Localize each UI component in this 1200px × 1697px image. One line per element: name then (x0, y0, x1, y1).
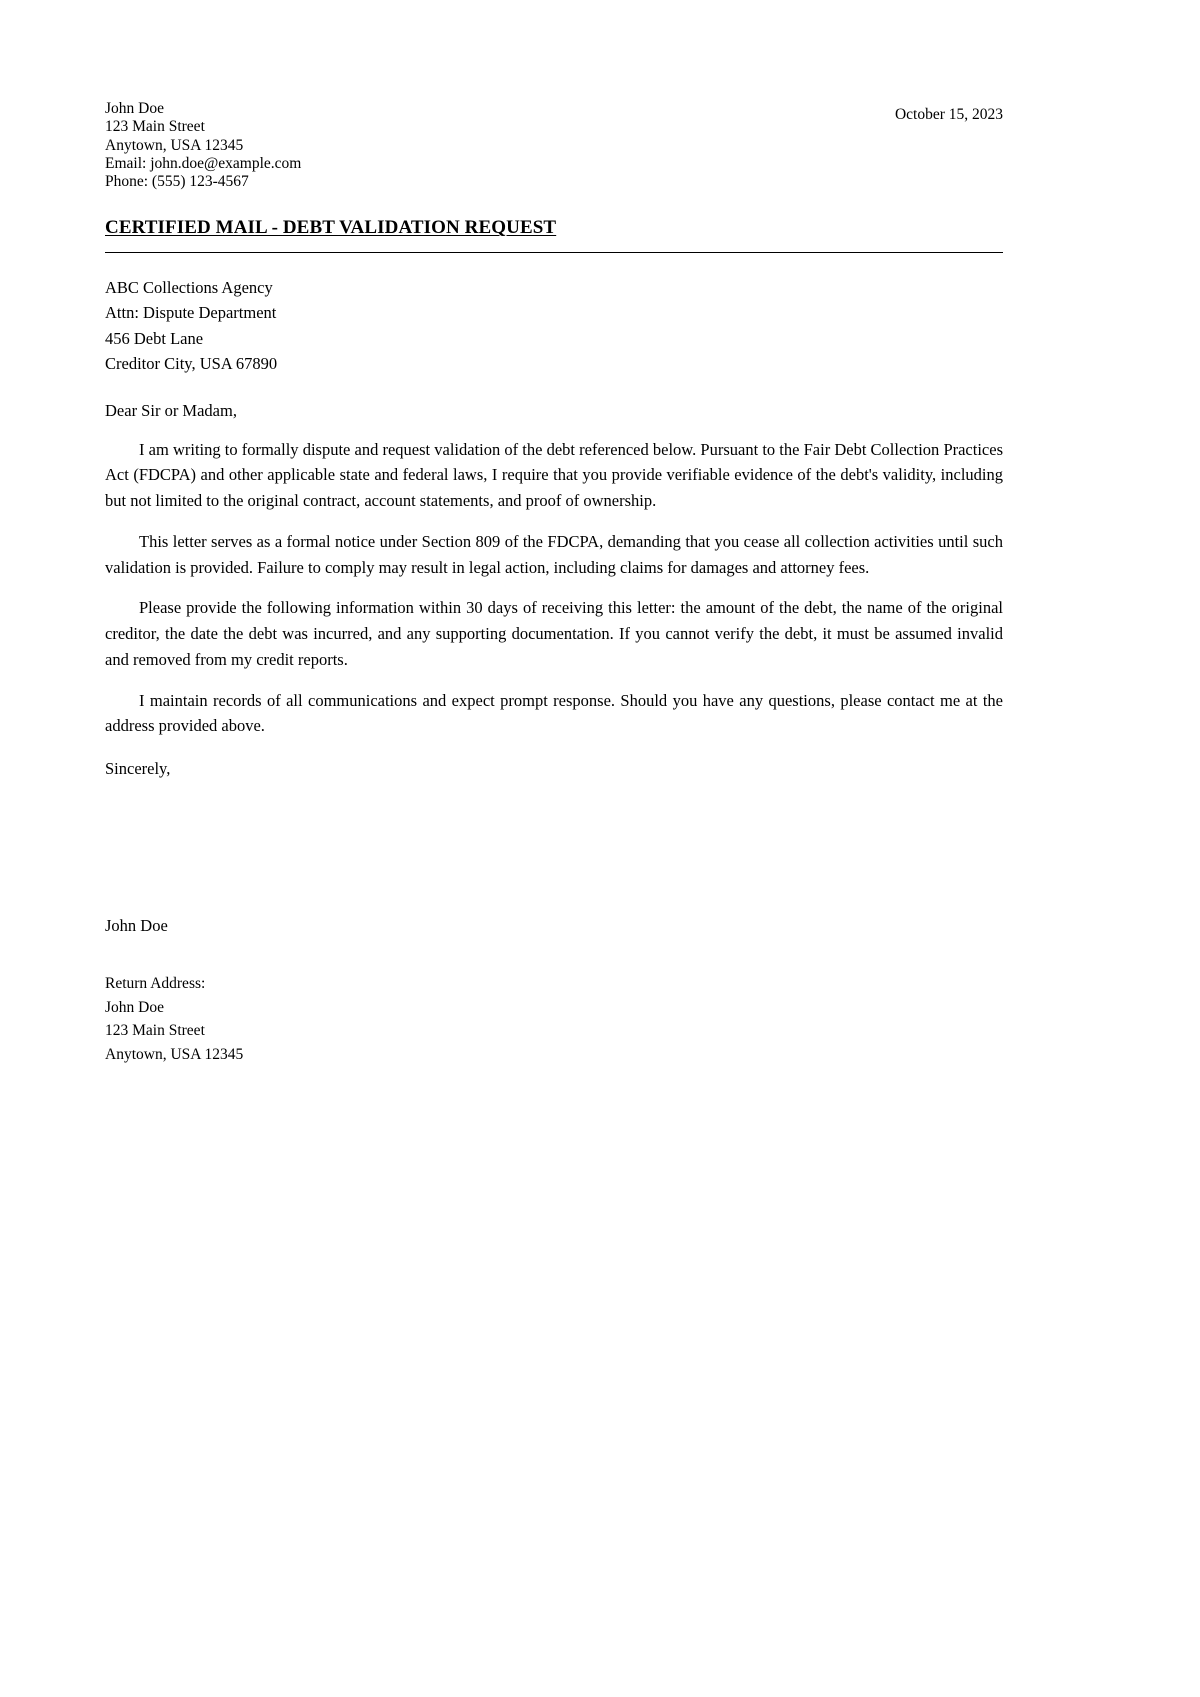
signature-name: John Doe (105, 916, 168, 936)
page-title: CERTIFIED MAIL - DEBT VALIDATION REQUEST (105, 217, 557, 239)
recipient-city-state-zip: Creditor City, USA 67890 (105, 353, 278, 373)
recipient-address-block (105, 275, 1003, 375)
sender-name: John Doe (105, 100, 164, 117)
body-paragraph: Please provide the following information within 30 days of receiving this letter: the amount of the debt, the name of the original creditor, the date the debt was incurred, and any supporting documentation. If you cannot verify the debt, it must be assumed invalid and removed from my credit reports. (105, 598, 1003, 669)
return-address-city-state-zip: Anytown, USA 12345 (105, 1045, 244, 1063)
salutation: Dear Sir or Madam, (105, 400, 237, 420)
return-address-block (105, 972, 1003, 1066)
body-paragraph: I maintain records of all communications and expect prompt response. Should you have any questions, please contact me at the address provided above. (105, 690, 1003, 736)
return-address-label: Return Address: (105, 975, 206, 993)
body-paragraph: I am writing to formally dispute and request validation of the debt referenced below. Pursuant to the Fair Debt Collection Practices Act (FDCPA) and other applicable state and federal laws, I require that you provide verifiable evidence of the debt's validity, including but not limited to the original contract, account statements, and proof of ownership. (105, 439, 1003, 511)
recipient-attention: Attn: Dispute Department (105, 303, 277, 323)
closing-valediction: Sincerely, (105, 759, 171, 779)
letter-body (105, 437, 1003, 739)
sender-street: 123 Main Street (105, 118, 205, 136)
sender-phone: Phone: (555) 123-4567 (105, 173, 249, 191)
recipient-street: 456 Debt Lane (105, 328, 204, 348)
return-address-street: 123 Main Street (105, 1022, 205, 1040)
title-divider (105, 252, 1003, 253)
recipient-company: ABC Collections Agency (105, 278, 273, 298)
letter-content (105, 100, 1003, 1066)
letter-date: October 15, 2023 (894, 106, 1003, 123)
signature-space (105, 779, 1003, 916)
body-paragraph: This letter serves as a formal notice under Section 809 of the FDCPA, demanding that you cease all collection activities until such validation is provided. Failure to comply may result in legal action, including claims for damages and attorney fees. (105, 531, 1003, 577)
sender-email: Email: john.doe@example.com (105, 154, 302, 172)
sender-address-block (105, 100, 1003, 191)
return-address-name: John Doe (105, 998, 164, 1016)
sender-city-state-zip: Anytown, USA 12345 (105, 136, 244, 154)
letter-header (105, 100, 1003, 191)
